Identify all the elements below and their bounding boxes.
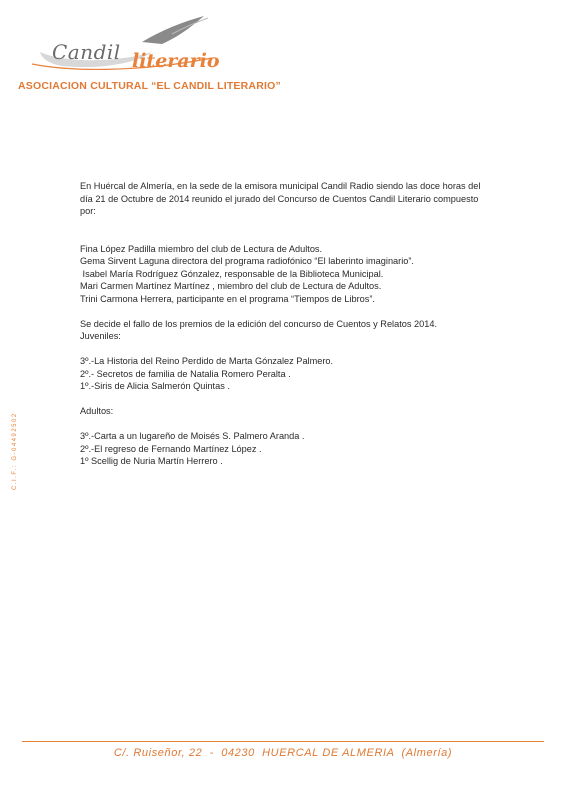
letter-body [80, 180, 520, 468]
logo-word-literario: literario [132, 50, 220, 72]
intro-line: por: [80, 206, 96, 216]
logo-word-candil: Candil [52, 40, 121, 64]
cif-side-stamp: C.I.F.: G-04492502 [12, 412, 18, 490]
candil-literario-logo [22, 12, 222, 80]
jury-member: Trini Carmona Herrera, participante en el programa “Tiempos de Libros”. [80, 293, 375, 304]
organization-name: ASOCIACION CULTURAL “EL CANDIL LITERARIO” [18, 80, 281, 92]
footer-address: C/. Ruiseñor, 22 - 04230 HUERCAL DE ALMERIA (Almería) [113, 747, 453, 759]
section-label-adultos: Adultos: [80, 406, 114, 416]
footer-divider [22, 741, 544, 742]
prize-adulto: 2º.-El regreso de Fernando Martínez López . [80, 443, 262, 454]
section-label-juveniles: Juveniles: [80, 331, 121, 341]
prize-juvenil: 3º.-La Historia del Reino Perdido de Marta Gónzalez Palmero. [80, 356, 334, 366]
jury-member: Gema Sirvent Laguna directora del programa radiofónico “El laberinto imaginario”. [80, 256, 414, 266]
prize-adulto: 1º Scellig de Nuria Martín Herrero . [80, 456, 223, 466]
jury-member: Fina López Padilla miembro del club de Lectura de Adultos. [80, 243, 323, 254]
intro-line: En Huércal de Almería, en la sede de la emisora municipal Candil Radio siendo las doce horas del [80, 181, 481, 191]
prize-juvenil: 2º.- Secretos de familia de Natalia Romero Peralta . [80, 368, 291, 379]
intro-line: día 21 de Octubre de 2014 reunido el jurado del Concurso de Cuentos Candil Literario compuesto [80, 193, 479, 204]
decision-text: Se decide el fallo de los premios de la edición del concurso de Cuentos y Relatos 2014. [80, 318, 437, 329]
jury-member: Isabel María Rodríguez Gónzalez, responsable de la Biblioteca Municipal. [80, 268, 384, 279]
jury-member: Mari Carmen Martínez Martínez , miembro del club de Lectura de Adultos. [80, 281, 382, 291]
prize-juvenil: 1º.-Siris de Alicia Salmerón Quintas . [80, 381, 230, 391]
prize-adulto: 3º.-Carta a un lugareño de Moisés S. Palmero Aranda . [80, 431, 305, 441]
